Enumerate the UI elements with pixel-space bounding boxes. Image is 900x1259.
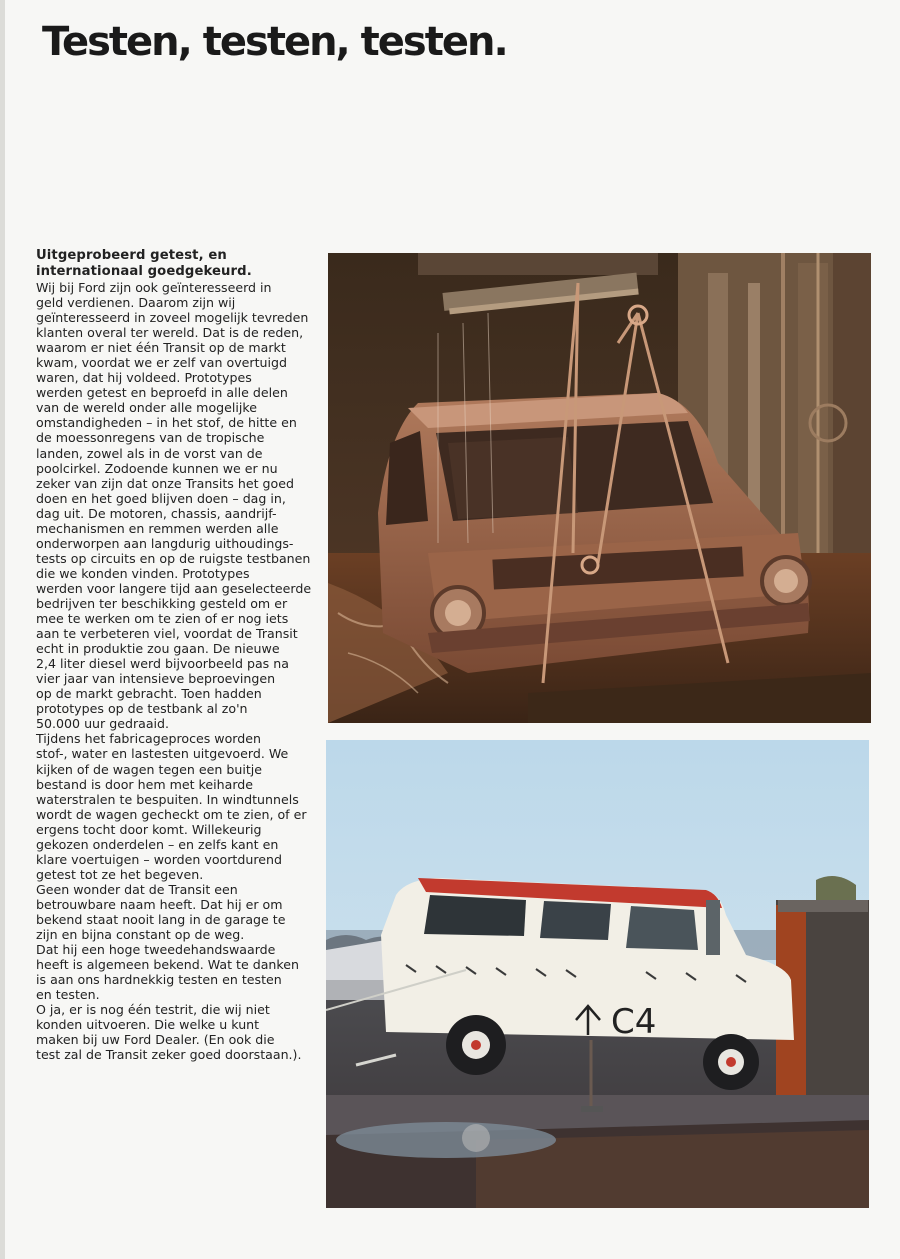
article-paragraph: Geen wonder dat de Transit een betrouwbare naam heeft. Dat hij er om bekend staat nooit lang in de garage te zijn en bijna constant op de weg. <box>36 881 286 943</box>
van-marking: C4 <box>611 1002 657 1042</box>
article-column <box>36 248 318 1062</box>
article-paragraph: O ja, er is nog één testrit, die wij niet konden uitvoeren. Die welke u kunt maken bij uw Ford Dealer. (En ook die test zal de Transit zeker goed doorstaan.). <box>36 1002 302 1063</box>
van-water-test-photo <box>328 253 871 723</box>
article-paragraph: Dat hij een hoge tweedehandswaarde heeft is algemeen bekend. Wat te danken is aan ons hardnekkig testen en testen en testen. <box>36 942 299 1003</box>
van-crash-test-photo <box>326 740 869 1208</box>
page-title: Testen, testen, testen. <box>42 19 507 65</box>
page-edge <box>0 0 5 1259</box>
article-subheading: Uitgeprobeerd getest, en internationaal goedgekeurd. <box>36 248 252 279</box>
article-paragraph: Wij bij Ford zijn ook geïnteresseerd in geld verdienen. Daarom zijn wij geïnteresseerd in zoveel mogelijk tevreden klanten overal ter wereld. Dat is de reden, waarom er niet één Transit op de markt kwam, voordat we er zelf van overtuigd waren, dat hij voldeed. Prototypes werden getest en beproefd in alle delen van de wereld onder alle mogelijke omstandigheden – in het stof, de hitte en de moessonregens van de tropische landen, zowel als in de vorst van de poolcirkel. Zodoende kunnen we er nu zeker van zijn dat onze Transits het goed doen en het goed blijven doen – dag in, dag uit. De motoren, chassis, aandrijf- mechanismen en remmen werden alle onderworpen aan langdurig uithoudings- tests op circuits en op de ruigste testbanen die we konden vinden. Prototypes werden voor langere tijd aan geselecteerde bedrijven ter beschikking gesteld om er mee te werken om te zien of er nog iets aan te verbeteren viel, voordat de Transit echt in produktie zou gaan. De nieuwe 2,4 liter diesel werd bijvoorbeeld pas na vier jaar van intensieve beproevingen op de markt gebracht. Toen hadden prototypes op de testbank al zo'n 50.000 uur gedraaid. <box>36 280 312 732</box>
article-paragraph: Tijdens het fabricageproces worden stof-, water en lastesten uitgevoerd. We kijken of de wagen tegen een buitje bestand is door hem met keiharde waterstralen te bespuiten. In windtunnels wordt de wagen gecheckt om te zien, of er ergens tocht door komt. Willekeurig gekozen onderdelen – en zelfs kant en klare voertuigen – worden voortdurend getest tot ze het begeven. <box>36 731 307 882</box>
